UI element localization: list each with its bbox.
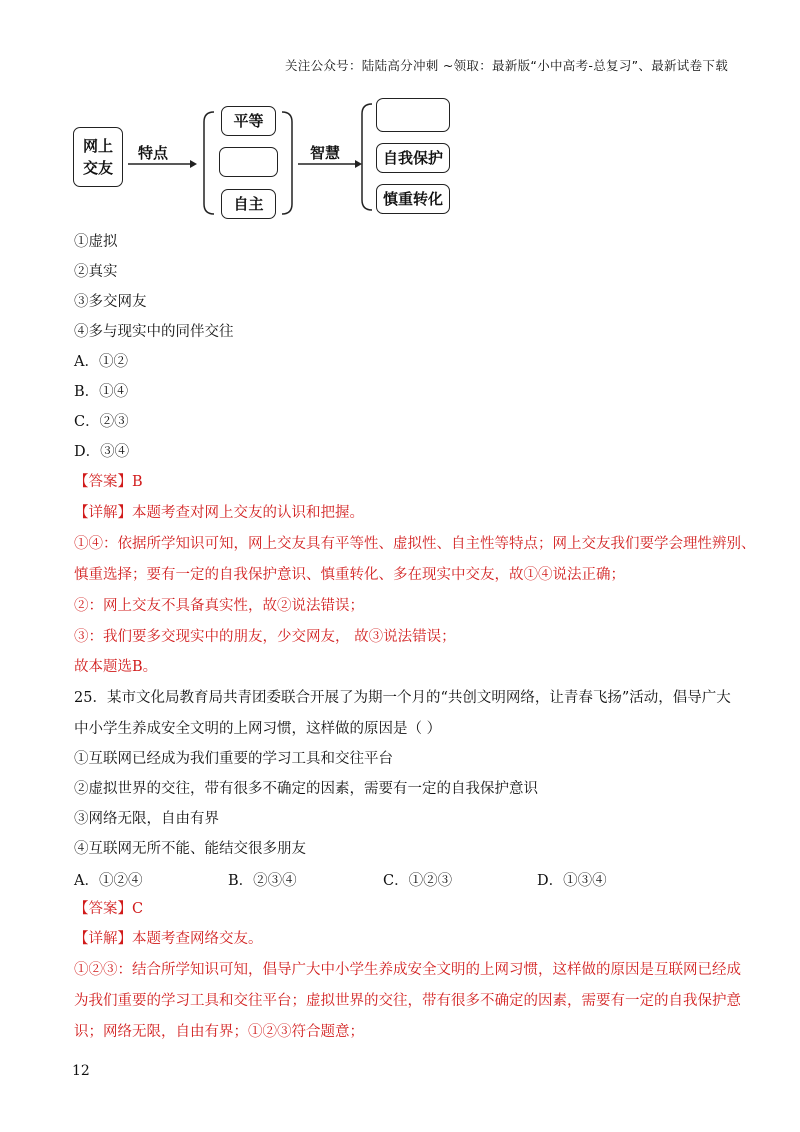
q25-explain-2: 为我们重要的学习工具和交往平台；虚拟世界的交往，带有很多不确定的因素，需要有一定的自我保护意	[74, 993, 741, 1009]
concept-diagram	[0, 0, 800, 230]
q25-option-b: B．②③④	[228, 873, 297, 889]
q25-stem-1: 25．某市文化局教育局共青团委联合开展了为期一个月的“共创文明网络，让青春飞扬”活动，倡导广大	[74, 690, 731, 706]
q25-stem-2: 中小学生养成安全文明的上网习惯，这样做的原因是（ ）	[74, 721, 442, 737]
wisdom-box-self-protect: 自我保护	[376, 143, 450, 173]
q24-option-d: D．③④	[74, 444, 130, 460]
wisdom-box-cautious-transform: 慎重转化	[376, 184, 450, 214]
q24-option-b: B．①④	[74, 384, 129, 400]
q24-option-a: A．①②	[74, 354, 128, 370]
wisdom-box-blank	[376, 98, 450, 132]
q25-option-a: A．①②④	[74, 873, 143, 889]
q24-detail: 【详解】本题考查对网上交友的认识和把握。	[74, 505, 364, 521]
q24-item-4: ④多与现实中的同伴交往	[74, 324, 234, 340]
diagram-arrow1-label: 特点	[138, 144, 169, 162]
q24-explain-5: 故本题选B。	[74, 659, 158, 675]
feature-box-equal: 平等	[221, 106, 276, 136]
q25-item-2: ②虚拟世界的交往，带有很多不确定的因素，需要有一定的自我保护意识	[74, 781, 538, 797]
q25-item-4: ④互联网无所不能、能结交很多朋友	[74, 841, 306, 857]
q25-detail: 【详解】本题考查网络交友。	[74, 931, 263, 947]
feature-box-blank	[219, 147, 278, 177]
q24-answer: 【答案】B	[74, 474, 143, 490]
page-header: 关注公众号：陆陆高分冲刺 ~领取：最新版“小中高考-总复习”、最新试卷下载	[284, 58, 728, 73]
q24-explain-1: ①④：依据所学知识可知，网上交友具有平等性、虚拟性、自主性等特点；网上交友我们要学会理性辨别、	[74, 536, 756, 552]
q24-item-1: ①虚拟	[74, 234, 118, 250]
q25-item-3: ③网络无限，自由有界	[74, 811, 219, 827]
q24-item-2: ②真实	[74, 264, 118, 280]
q24-item-3: ③多交网友	[74, 294, 147, 310]
q25-explain-1: ①②③：结合所学知识可知，倡导广大中小学生养成安全文明的上网习惯，这样做的原因是互联网已经成	[74, 962, 741, 978]
feature-box-autonomy: 自主	[221, 189, 276, 219]
q25-item-1: ①互联网已经成为我们重要的学习工具和交往平台	[74, 751, 393, 767]
q24-option-c: C．②③	[74, 414, 129, 430]
q25-option-d: D．①③④	[537, 873, 607, 889]
diagram-source-box: 网上 交友	[73, 127, 123, 187]
q25-answer: 【答案】C	[74, 901, 144, 917]
q24-explain-2: 慎重选择；要有一定的自我保护意识、慎重转化、多在现实中交友，故①④说法正确；	[74, 567, 625, 583]
q24-explain-4: ③：我们要多交现实中的朋友，少交网友， 故③说法错误；	[74, 629, 456, 645]
q25-explain-3: 识；网络无限，自由有界；①②③符合题意；	[74, 1024, 364, 1040]
diagram-arrow2-label: 智慧	[310, 144, 341, 162]
q25-option-c: C．①②③	[383, 873, 453, 889]
page-number: 12	[72, 1063, 90, 1079]
q24-explain-3: ②：网上交友不具备真实性，故②说法错误；	[74, 598, 364, 614]
